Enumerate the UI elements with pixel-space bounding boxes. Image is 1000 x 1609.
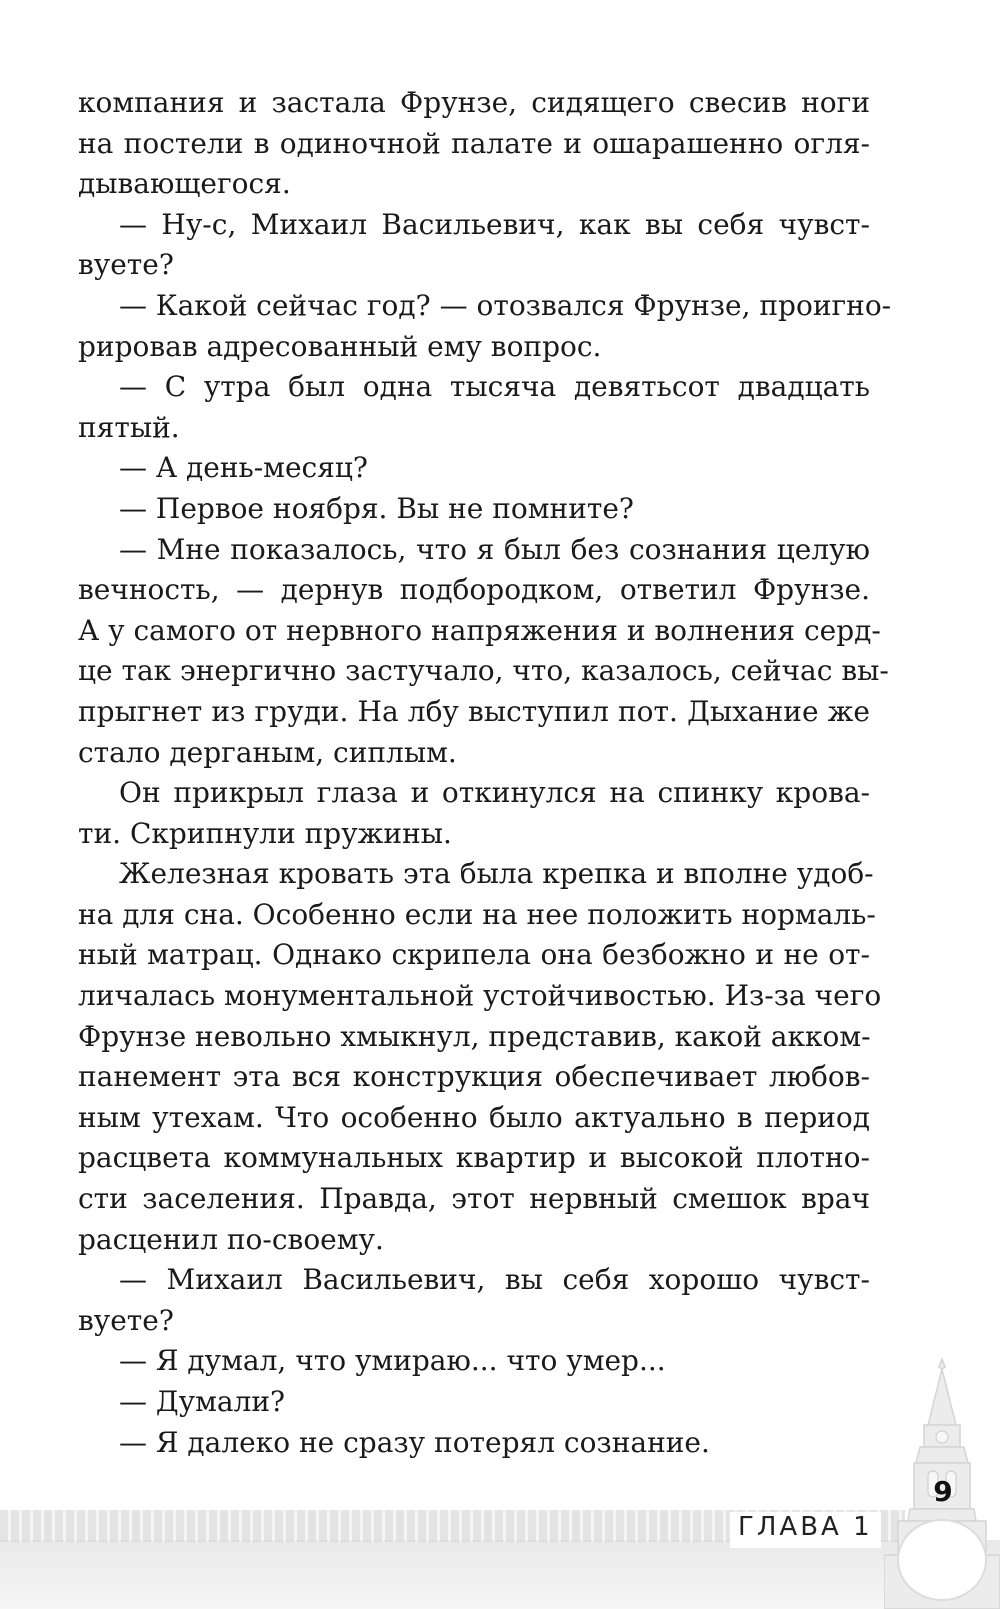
text-line: — Я думал, что умираю... что умер...	[119, 1344, 666, 1378]
text-line: — Михаил Васильевич, вы себя хорошо чувст-	[119, 1263, 870, 1297]
body-text	[78, 83, 892, 1463]
text-line: вуете?	[78, 1303, 174, 1337]
text-line: пятый.	[78, 410, 180, 444]
text-line: Железная кровать эта была крепка и вполне удоб-	[119, 857, 874, 891]
text-line: расцвета коммунальных квартир и высокой плотно-	[78, 1141, 870, 1175]
text-line: — Первое ноября. Вы не помните?	[119, 491, 634, 525]
text-line: ный матрац. Однако скрипела она безбожно и не от-	[78, 938, 870, 972]
text-line: сти заселения. Правда, этот нервный смешок врач	[78, 1182, 870, 1216]
text-line: — Какой сейчас год? — отозвался Фрунзе, проигно-	[119, 288, 892, 322]
text-line: — Мне показалось, что я был без сознания целую	[119, 532, 870, 566]
text-line: расценил по-своему.	[78, 1222, 384, 1256]
text-line: — Я далеко не сразу потерял сознание.	[119, 1425, 710, 1459]
text-line: вуете?	[78, 248, 174, 282]
text-line: — Думали?	[119, 1385, 286, 1418]
text-line: А у самого от нервного напряжения и волнения серд-	[78, 613, 881, 647]
footer-base	[0, 1540, 1000, 1609]
text-line: компания и застала Фрунзе, сидящего свесив ноги	[78, 86, 870, 119]
text-line: личалась монументальной устойчивостью. Из-за чего	[78, 979, 882, 1013]
text-line: Фрунзе невольно хмыкнул, представив, какой акком-	[78, 1019, 871, 1053]
chapter-label: ГЛАВА 1	[730, 1512, 881, 1548]
text-line: рировав адресованный ему вопрос.	[78, 329, 602, 363]
text-line: Он прикрыл глаза и откинулся на спинку крова-	[119, 776, 870, 810]
page-number: 9	[933, 1475, 953, 1508]
text-line: — Ну-с, Михаил Васильевич, как вы себя чувст-	[119, 207, 870, 241]
text-line: ным утехам. Что особенно было актуально в период	[78, 1100, 870, 1134]
text-line: панемент эта вся конструкция обеспечивает любов-	[78, 1060, 870, 1094]
text-line: ти. Скрипнули пружины.	[78, 816, 452, 850]
text-line: вечность, — дернув подбородком, ответил Фрунзе.	[78, 573, 870, 607]
text-line: це так энергично застучало, что, казалось, сейчас вы-	[78, 654, 889, 688]
text-line: — С утра был одна тысяча девятьсот двадцать	[119, 370, 870, 404]
text-line: — А день-месяц?	[119, 451, 368, 485]
text-line: на для сна. Особенно если на нее положить нормаль-	[78, 897, 876, 931]
text-line: дывающегося.	[78, 167, 291, 201]
text-line: прыгнет из груди. На лбу выступил пот. Дыхание же	[78, 694, 870, 728]
text-line: стало дерганым, сиплым.	[78, 735, 457, 769]
text-line: на постели в одиночной палате и ошарашенно огля-	[78, 126, 870, 160]
